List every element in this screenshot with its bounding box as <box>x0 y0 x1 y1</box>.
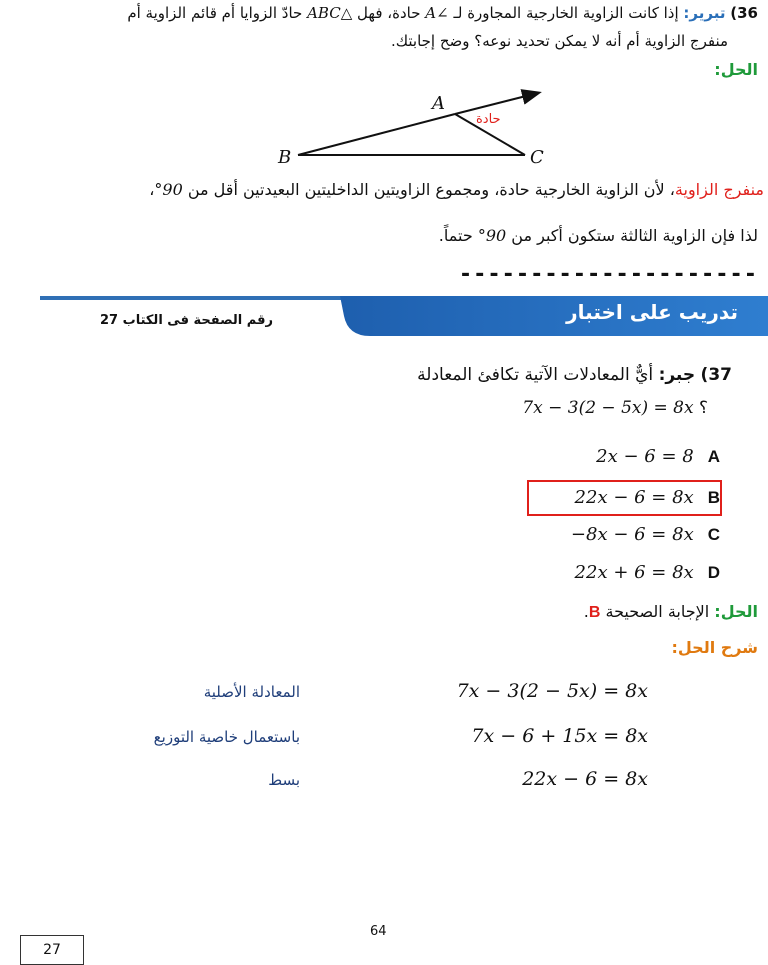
problem-label: تبرير: <box>683 4 726 22</box>
step-equation: 7x − 6 + 15x = 8x <box>471 725 648 747</box>
solution-answer-line <box>584 602 758 622</box>
problem-text: حادة، فهل <box>357 4 421 22</box>
step-description: باستعمال خاصية التوزيع <box>153 728 300 746</box>
problem-36-line-2: منفرج الزاوية أم أنه لا يمكن تحديد نوعه؟ وضح إجابتك. <box>390 32 728 50</box>
step-equation: 7x − 3(2 − 5x) = 8x <box>456 680 648 702</box>
correct-answer-letter: B <box>588 604 601 621</box>
degree-value: 90° <box>154 180 183 199</box>
solution-label: الحل: <box>714 602 758 621</box>
explanation-label: شرح الحل: <box>671 638 758 657</box>
problem-label: جبر: <box>658 365 696 385</box>
page-number: 64 <box>370 924 387 939</box>
degree-value: 90° <box>477 226 507 245</box>
answer-text: ، لأن الزاوية الخارجية حادة، ومجموع الزاويتين الداخليتين البعيدتين أقل من <box>187 180 675 199</box>
option-equation: 22x + 6 = 8x <box>574 562 694 583</box>
angle-notation: ∠A <box>425 4 449 22</box>
option-c <box>571 524 720 545</box>
option-equation: 22x − 6 = 8x <box>574 487 694 508</box>
page-ref-number: 27 <box>100 313 119 328</box>
answer-36-line-2 <box>439 226 758 245</box>
correct-answer-text: الإجابة الصحيحة <box>605 602 710 621</box>
answer-highlight: منفرج الزاوية <box>674 180 764 199</box>
option-letter: D <box>707 562 720 582</box>
problem-37-line-2 <box>522 398 708 418</box>
option-letter: C <box>707 524 720 544</box>
question-mark: ؟ <box>698 398 708 418</box>
exterior-angle-label: حادة <box>476 112 501 127</box>
vertex-label-c: C <box>530 147 544 165</box>
answer-text: ، <box>149 180 155 199</box>
option-b <box>575 487 720 508</box>
answer-text: لذا فإن الزاوية الثالثة ستكون أكبر من <box>511 226 758 245</box>
separator-line: --------------------- <box>458 262 758 287</box>
option-equation: 2x − 6 = 8 <box>596 446 694 467</box>
problem-36-line-1 <box>0 4 758 22</box>
solution-label: الحل: <box>714 60 758 79</box>
side-ba <box>298 114 455 155</box>
step-description: المعادلة الأصلية <box>203 683 300 701</box>
section-title: تدريب على اختبار <box>566 300 738 324</box>
answer-text: حتماً. <box>438 226 473 245</box>
problem-37-line-1 <box>417 365 732 385</box>
page-box-number: 27 <box>20 935 84 965</box>
extension-ray <box>455 93 538 114</box>
vertex-label-a: A <box>432 93 445 114</box>
option-letter: B <box>707 487 720 507</box>
option-d <box>575 562 720 583</box>
vertex-label-b: B <box>278 147 292 165</box>
period: . <box>583 602 589 621</box>
problem-number: 37) <box>700 365 732 385</box>
page-ref-text: رقم الصفحة فى الكتاب <box>122 313 273 328</box>
option-letter: A <box>707 446 720 466</box>
problem-text: حادّ الزوايا أم قائم الزاوية أم <box>127 4 303 22</box>
option-a <box>596 446 720 467</box>
triangle-diagram <box>270 85 560 165</box>
option-equation: −8x − 6 = 8x <box>570 524 694 545</box>
step-equation: 22x − 6 = 8x <box>522 768 648 790</box>
problem-equation: 7x − 3(2 − 5x) = 8x <box>522 398 694 418</box>
triangle-notation: △ABC <box>307 4 353 22</box>
problem-number: 36) <box>730 4 758 22</box>
problem-text: إذا كانت الزاوية الخارجية المجاورة لـ <box>453 4 679 22</box>
problem-text: أيٌّ المعادلات الآتية تكافئ المعادلة <box>417 365 654 385</box>
book-page-reference <box>100 313 273 328</box>
step-description: بسط <box>268 771 300 789</box>
answer-36-line-1 <box>149 180 764 199</box>
